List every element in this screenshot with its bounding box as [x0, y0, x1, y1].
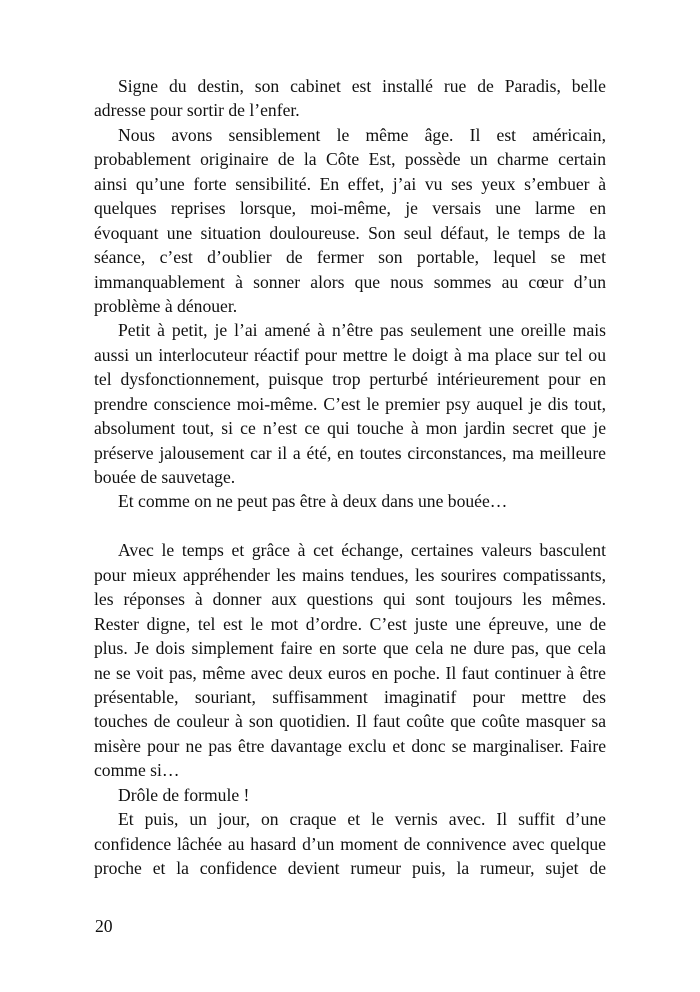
text-line: probablement originaire de la Côte Est, possède un charme certain	[94, 149, 606, 170]
text-line: comme si…	[94, 760, 180, 781]
text-line: bouée de sauvetage.	[94, 467, 236, 487]
text-line: adresse pour sortir de l’enfer.	[94, 100, 300, 121]
text-line: tel dysfonctionnement, puisque trop perturbé intérieurement pour en	[94, 369, 606, 390]
text-line: Et comme on ne peut pas être à deux dans une bouée…	[118, 491, 508, 512]
page-number: 20	[95, 916, 113, 936]
text-line: Petit à petit, je l’ai amené à n’être pas seulement une oreille mais	[118, 320, 606, 341]
text-line: Rester digne, tel est le mot d’ordre. C’est juste une épreuve, une de	[94, 613, 606, 634]
text-line: confidence lâchée au hasard d’un moment de connivence avec quelque	[94, 833, 606, 854]
paragraph	[94, 318, 606, 489]
text-line: préserve jalousement car il a été, en toutes circonstances, ma meilleure	[94, 442, 606, 463]
text-line: prendre conscience moi-même. C’est le premier psy auquel je dis tout,	[94, 393, 606, 414]
text-line: immanquablement à sonner alors que nous sommes au cœur d’un	[94, 271, 606, 292]
section-break	[94, 514, 606, 538]
text-line: présentable, souriant, suffisamment imaginatif pour mettre des	[94, 686, 606, 707]
paragraph	[94, 538, 606, 782]
text-line: les réponses à donner aux questions qui sont toujours les mêmes.	[94, 589, 606, 610]
paragraph	[94, 489, 606, 513]
text-line: plus. Je dois simplement faire en sorte que cela ne dure pas, que cela	[94, 638, 606, 659]
text-line: problème à dénouer.	[94, 295, 238, 316]
text-line: misère pour ne pas être davantage exclu et donc se marginaliser. Faire	[94, 735, 606, 756]
paragraph	[94, 807, 606, 880]
text-line: quelques reprises lorsque, moi-même, je versais une larme en	[94, 198, 606, 219]
paragraph	[94, 123, 606, 319]
text-line: aussi un interlocuteur réactif pour mettre le doigt à ma place sur tel ou	[94, 344, 606, 365]
text-line: Avec le temps et grâce à cet échange, certaines valeurs basculent	[118, 540, 606, 561]
text-line: Signe du destin, son cabinet est installé rue de Paradis, belle	[118, 76, 606, 96]
text-line: proche et la confidence devient rumeur puis, la rumeur, sujet de	[94, 858, 606, 878]
text-line: ne se voit pas, même avec deux euros en poche. Il faut continuer à être	[94, 662, 606, 683]
text-line: Drôle de formule !	[118, 784, 250, 805]
text-line: séance, c’est d’oublier de fermer son portable, lequel se met	[94, 247, 606, 268]
text-line: touches de couleur à son quotidien. Il faut coûte que coûte masquer sa	[94, 711, 606, 732]
paragraph	[94, 783, 606, 807]
text-line: évoquant une situation douloureuse. Son seul défaut, le temps de la	[94, 222, 606, 243]
text-line: ainsi qu’une forte sensibilité. En effet, j’ai vu ses yeux s’embuer à	[94, 173, 606, 194]
paragraph	[94, 74, 606, 123]
text-line: pour mieux appréhender les mains tendues, les sourires compatissants,	[94, 564, 606, 585]
page-body	[94, 74, 606, 880]
text-line: Et puis, un jour, on craque et le vernis avec. Il suffit d’une	[118, 809, 606, 830]
text-line: Nous avons sensiblement le même âge. Il est américain,	[118, 124, 606, 145]
text-line: absolument tout, si ce n’est ce qui touche à mon jardin secret que je	[94, 418, 606, 439]
